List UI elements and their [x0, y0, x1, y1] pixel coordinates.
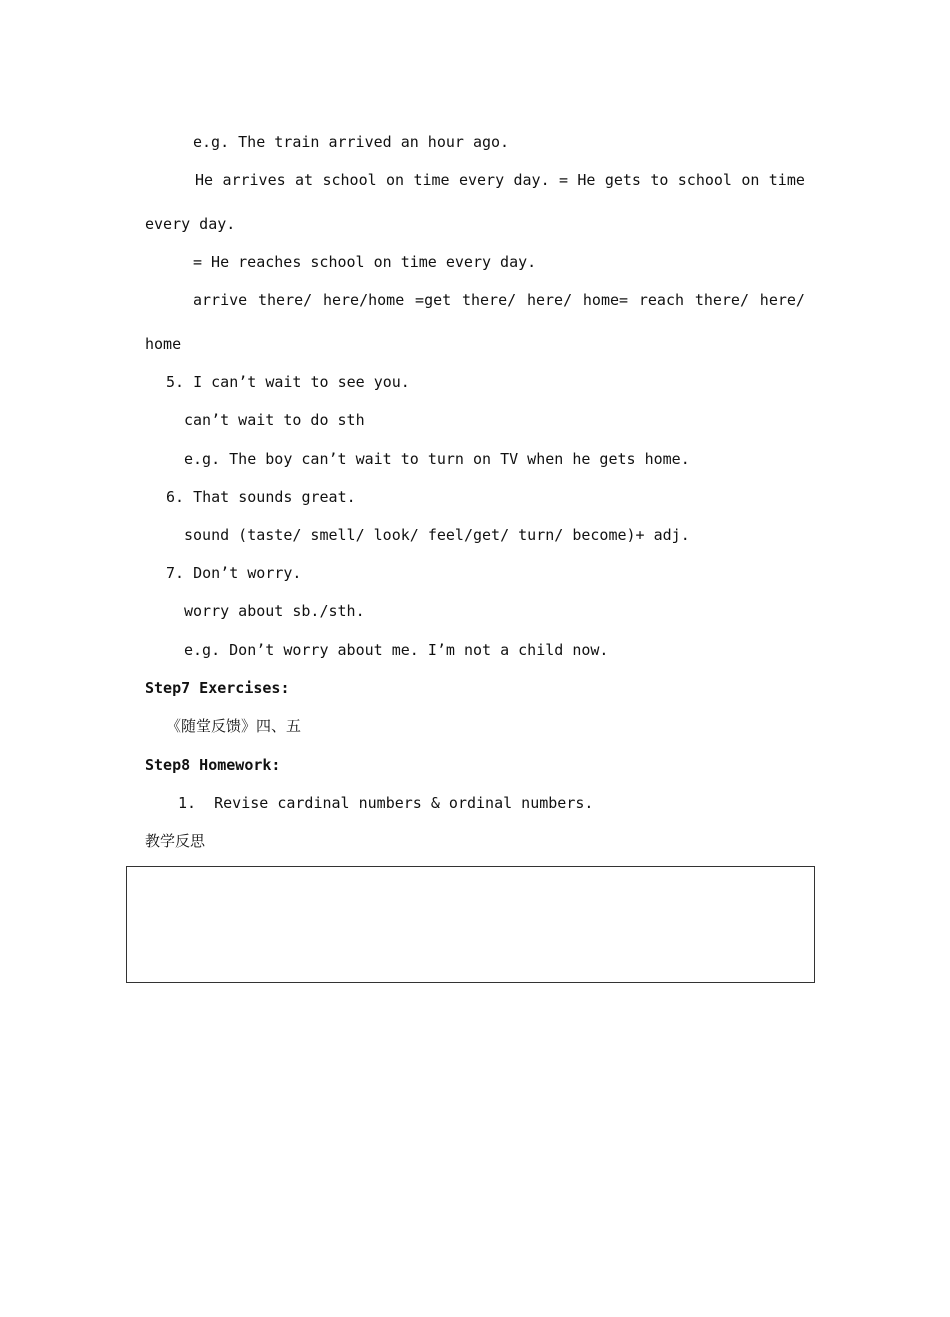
word: here/: [759, 291, 805, 309]
word: gets: [604, 171, 641, 189]
word: time: [413, 171, 450, 189]
word: arrive: [193, 291, 248, 309]
word: at: [295, 171, 314, 189]
arrive-there-continued: home: [145, 335, 182, 353]
item-5-phrase: can’t wait to do sth: [184, 411, 365, 429]
step7-heading: Step7 Exercises:: [145, 679, 290, 697]
word: reach: [638, 291, 685, 309]
word: there/: [461, 291, 517, 309]
word: here/home: [322, 291, 405, 309]
word: =: [559, 171, 569, 189]
item-7-phrase: worry about sb./sth.: [184, 602, 365, 620]
word: on: [741, 171, 760, 189]
arrive-there-line: [193, 290, 805, 310]
example-train: e.g. The train arrived an hour ago.: [193, 133, 510, 151]
item-text: Revise cardinal numbers & ordinal numbers.: [214, 794, 594, 812]
example-arrives-continued: every day.: [145, 215, 236, 233]
item-number: 1.: [178, 794, 197, 812]
item-number: 5.: [166, 373, 185, 391]
word: school: [322, 171, 377, 189]
item-6: [166, 487, 356, 507]
item-text: I can’t wait to see you.: [193, 373, 410, 391]
item-5: [166, 372, 410, 392]
step8-item-1: [178, 793, 593, 813]
step8-heading: Step8 Homework:: [145, 756, 281, 774]
example-reaches: = He reaches school on time every day.: [193, 253, 537, 271]
item-7: [166, 563, 301, 583]
word: home=: [582, 291, 629, 309]
item-number: 7.: [166, 564, 185, 582]
word: He: [195, 171, 214, 189]
word: arrives: [222, 171, 286, 189]
word: =get: [415, 291, 452, 309]
item-7-example: e.g. Don’t worry about me. I’m not a child now.: [184, 641, 609, 659]
item-text: Don’t worry.: [193, 564, 302, 582]
word: school: [677, 171, 732, 189]
step7-text: 《随堂反馈》四、五: [166, 717, 302, 735]
word: there/: [257, 291, 313, 309]
item-number: 6.: [166, 488, 185, 506]
word: here/: [526, 291, 573, 309]
item-text: That sounds great.: [193, 488, 356, 506]
word: to: [650, 171, 669, 189]
word: on: [386, 171, 405, 189]
item-5-example: e.g. The boy can’t wait to turn on TV when he gets home.: [184, 450, 690, 468]
word: day.: [513, 171, 550, 189]
reflection-label: 教学反思: [145, 832, 206, 850]
word: time: [768, 171, 805, 189]
item-6-phrase: sound (taste/ smell/ look/ feel/get/ turn/ become)+ adj.: [184, 526, 690, 544]
example-arrives-line: [195, 170, 805, 190]
reflection-box[interactable]: [126, 866, 815, 983]
word: every: [458, 171, 505, 189]
word: He: [577, 171, 596, 189]
word: there/: [694, 291, 749, 309]
